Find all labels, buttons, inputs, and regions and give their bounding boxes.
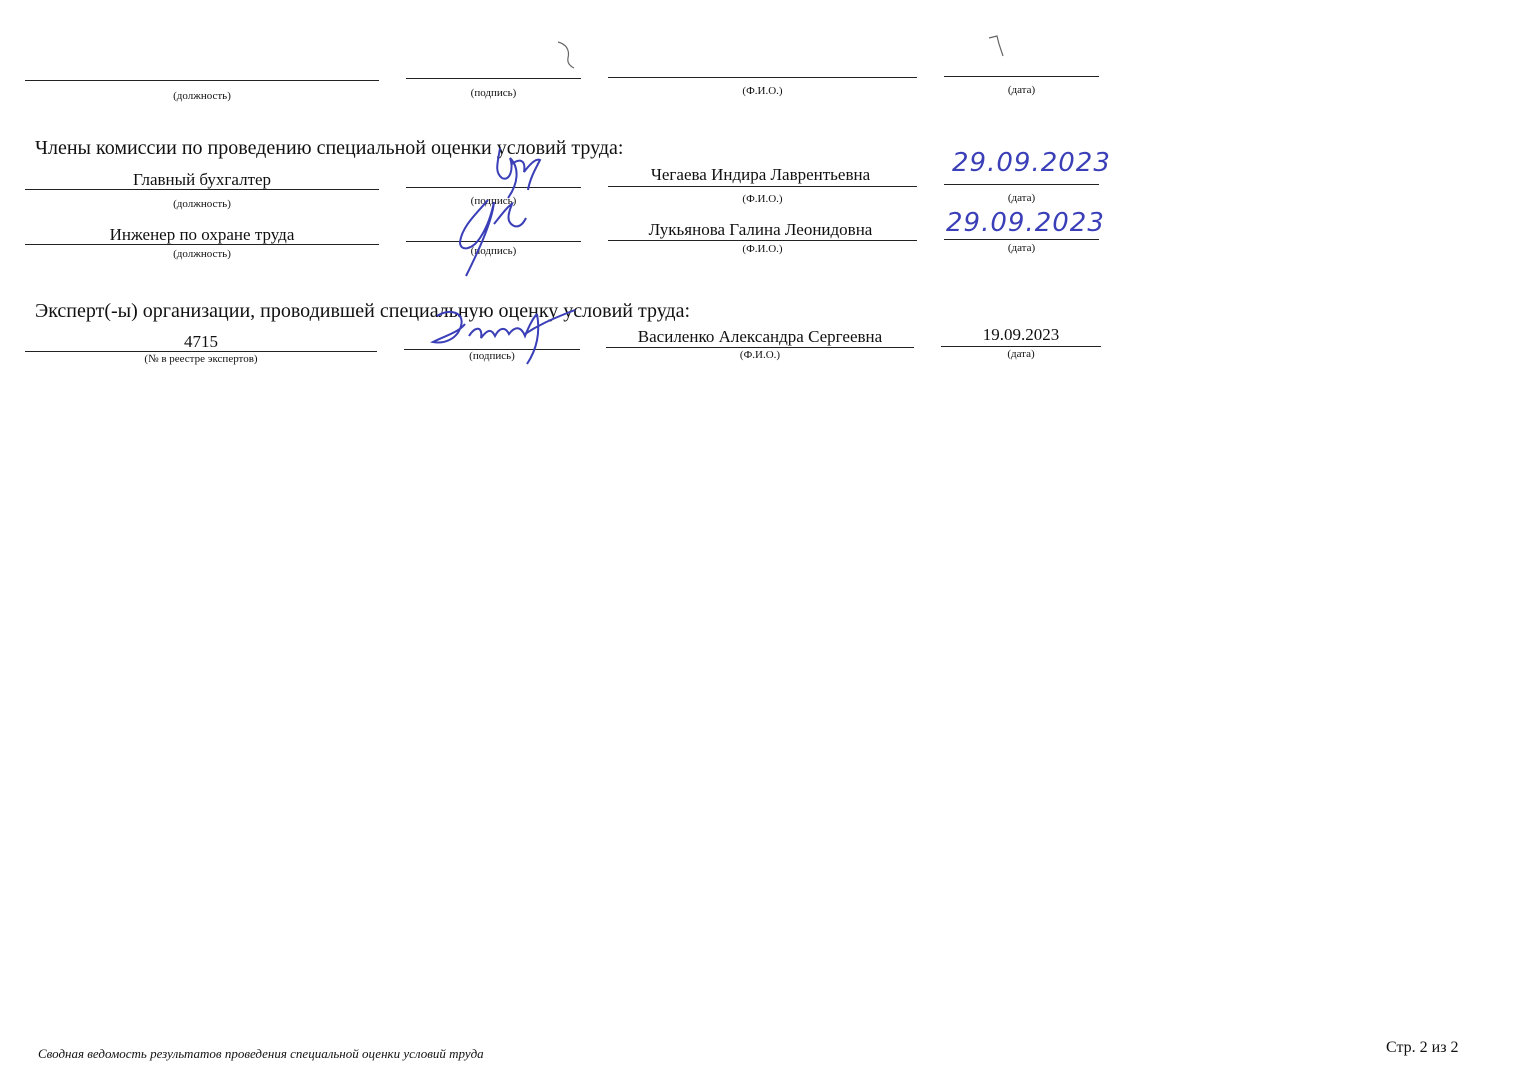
top-position-line — [25, 80, 379, 81]
member-1-date-caption: (дата) — [1007, 192, 1036, 204]
member-1-position-line — [25, 189, 379, 190]
expert-registry-number: 4715 — [184, 332, 218, 351]
top-signature-caption: (подпись) — [470, 87, 517, 99]
top-pen-mark-2 — [985, 32, 1009, 62]
expert-heading: Эксперт(-ы) организации, проводившей специальную оценку условий труда: — [35, 300, 691, 322]
expert-signature — [425, 296, 595, 368]
expert-name-line — [606, 347, 914, 348]
member-1-name-line — [608, 186, 917, 187]
top-date-line — [944, 76, 1099, 77]
member-2-position: Инженер по охране труда — [109, 225, 295, 244]
expert-registry-caption: (№ в реестре экспертов) — [144, 353, 258, 365]
member-2-position-line — [25, 244, 379, 245]
member-1-name-caption: (Ф.И.О.) — [742, 193, 783, 205]
member-2-date-line — [944, 239, 1099, 240]
footer-document-title: Сводная ведомость результатов проведения специальной оценки условий труда — [38, 1046, 484, 1061]
member-1-date: 29.09.2023 — [952, 148, 1111, 178]
top-pen-mark — [550, 38, 580, 72]
member-1-signature-caption: (подпись) — [470, 195, 517, 207]
member-1-name: Чегаева Индира Лаврентьевна — [650, 165, 871, 184]
top-signature-line — [406, 78, 581, 79]
expert-date: 19.09.2023 — [982, 325, 1060, 344]
expert-signature-caption: (подпись) — [469, 350, 515, 362]
member-2-position-caption: (должность) — [173, 248, 231, 260]
member-2-date: 29.09.2023 — [946, 208, 1105, 238]
member-2-date-caption: (дата) — [1007, 242, 1036, 254]
footer-page-label: Стр. 2 из 2 — [1386, 1039, 1459, 1056]
member-2-name-caption: (Ф.И.О.) — [742, 243, 783, 255]
expert-date-caption: (дата) — [1007, 348, 1035, 360]
member-2-name-line — [608, 240, 917, 241]
member-1-date-line — [944, 184, 1099, 185]
member-2-signature — [448, 192, 538, 282]
top-position-caption: (должность) — [173, 90, 231, 102]
member-1-position-caption: (должность) — [173, 198, 231, 210]
top-name-caption: (Ф.И.О.) — [742, 85, 783, 97]
expert-name: Василенко Александра Сергеевна — [637, 327, 883, 346]
member-2-name: Лукьянова Галина Леонидовна — [648, 220, 873, 239]
member-2-signature-caption: (подпись) — [470, 245, 517, 257]
top-date-caption: (дата) — [1007, 84, 1036, 96]
expert-name-caption: (Ф.И.О.) — [739, 349, 781, 361]
expert-registry-line — [25, 351, 377, 352]
expert-date-line — [941, 346, 1101, 347]
top-name-line — [608, 77, 917, 78]
commission-heading: Члены комиссии по проведению специальной оценки условий труда: — [35, 137, 624, 159]
member-1-position: Главный бухгалтер — [132, 170, 272, 189]
